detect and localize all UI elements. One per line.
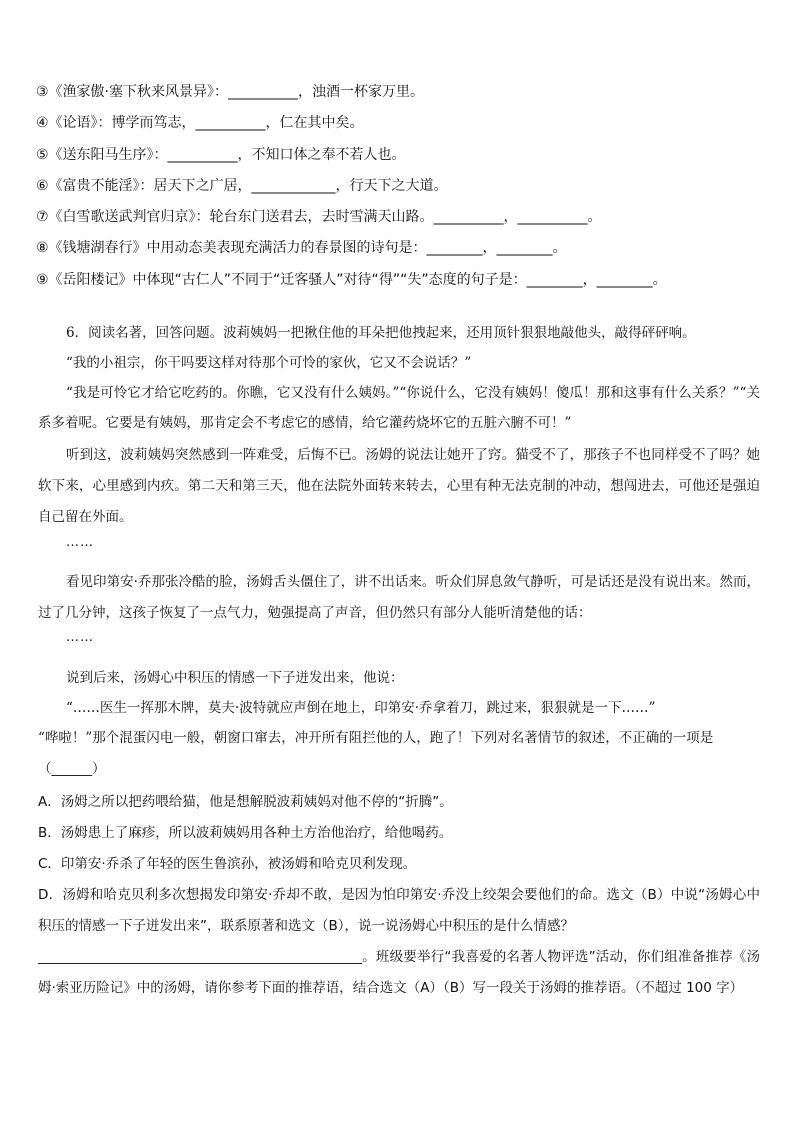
story-paragraph-5: 说到后来，汤姆心中积压的情感一下子迸发出来，他说： [66,670,404,686]
recommendation-task: ________________________________________________。班级要举行“我喜爱的名著人物评选”活动，你们组准备推荐《汤姆·索亚历险记》中的汤姆，请你参考下面的推荐语，结合选文（A）（B）写一段关于汤姆的推荐语。（不超过 100 字） [38,949,760,996]
poem-line-7: ⑦《白雪歌送武判官归京》：轮台东门送君去，去时雪满天山路。__________，__________。 [36,209,602,225]
option-d: D．汤姆和哈克贝利多次想揭发印第安·乔却不敢，是因为怕印第安·乔没上绞架会要他们的命。选文（B）中说“汤姆心中积压的情感一下子迸发出来”，联系原著和选文（B），说一说汤姆心中积压的是什么情感？ [38,887,760,934]
question-prompt: 下列对名著情节的叙述，不正确的一项是 [470,730,714,746]
story-escape-text: “哗啦！”那个混蛋闪电一般，朝窗口窜去，冲开所有阻拦他的人，跑了！ [38,730,471,746]
poem-line-9: ⑨《岳阳楼记》中体现“古仁人”不同于“迁客骚人”对待“得”“失”态度的句子是：________，________。 [36,272,667,288]
option-a: A．汤姆之所以把药喂给猫，他是想解脱波莉姨妈对他不停的“折腾”。 [38,794,453,810]
ellipsis-1: …… [66,535,94,550]
story-paragraph-1: “我的小祖宗，你干吗要这样对待那个可怜的家伙，它又不会说话？” [66,355,472,371]
story-paragraph-7 [38,723,760,785]
answer-blank: （______） [38,761,106,777]
poem-line-8: ⑧《钱塘湖春行》中用动态美表现充满活力的春景图的诗句是：________，________。 [36,240,567,256]
story-paragraph-6: “……医生一挥那木牌，莫夫·波特就应声倒在地上，印第安·乔拿着刀，跳过来，狠狠就是一下……” [66,700,656,716]
ellipsis-2: …… [66,630,94,645]
question-6-intro: 6．阅读名著，回答问题。波莉姨妈一把揪住他的耳朵把他拽起来，还用顶针狠狠地敲他头，敲得砰砰响。 [66,325,696,341]
poem-line-3: ③《渔家傲·塞下秋来风景异》：__________，浊酒一杯家万里。 [36,84,424,100]
poem-line-4: ④《论语》：博学而笃志，__________，仁在其中矣。 [36,115,364,131]
story-paragraph-3: 听到这，波莉姨妈突然感到一阵难受，后悔不已。汤姆的说法让她开了窍。猫受不了，那孩子不也同样受不了吗？她软下来，心里感到内疚。第二天和第三天，他在法院外面转来转去，心里有种无法克制的冲动，想闯进去，可他还是强迫自己留在外面。 [38,447,760,525]
poem-line-6: ⑥《富贵不能淫》：居天下之广居，____________，行天下之大道。 [36,178,448,194]
poem-line-5: ⑤《送东阳马生序》：__________，不知口体之奉不若人也。 [36,147,406,163]
story-paragraph-4: 看见印第安·乔那张冷酷的脸，汤姆舌头僵住了，讲不出话来。听众们屏息敛气静听，可是话还是没有说出来。然而，过了几分钟，这孩子恢复了一点气力，勉强提高了声音，但仍然只有部分人能听清楚他的话： [38,574,760,621]
option-c: C．印第安·乔杀了年轻的医生鲁滨孙，被汤姆和哈克贝利发现。 [38,856,417,872]
option-b: B．汤姆患上了麻疹，所以波莉姨妈用各种土方治他治疗，给他喝药。 [38,825,453,841]
story-paragraph-2: “我是可怜它才给它吃药的。你瞧，它又没有什么姨妈。”“你说什么，它没有姨妈！傻瓜！那和这事有什么关系？”“关系多着呢。它要是有姨妈，那肯定会不考虑它的感情，给它灌药烧坏它的五脏六腑不可！” [38,385,760,431]
